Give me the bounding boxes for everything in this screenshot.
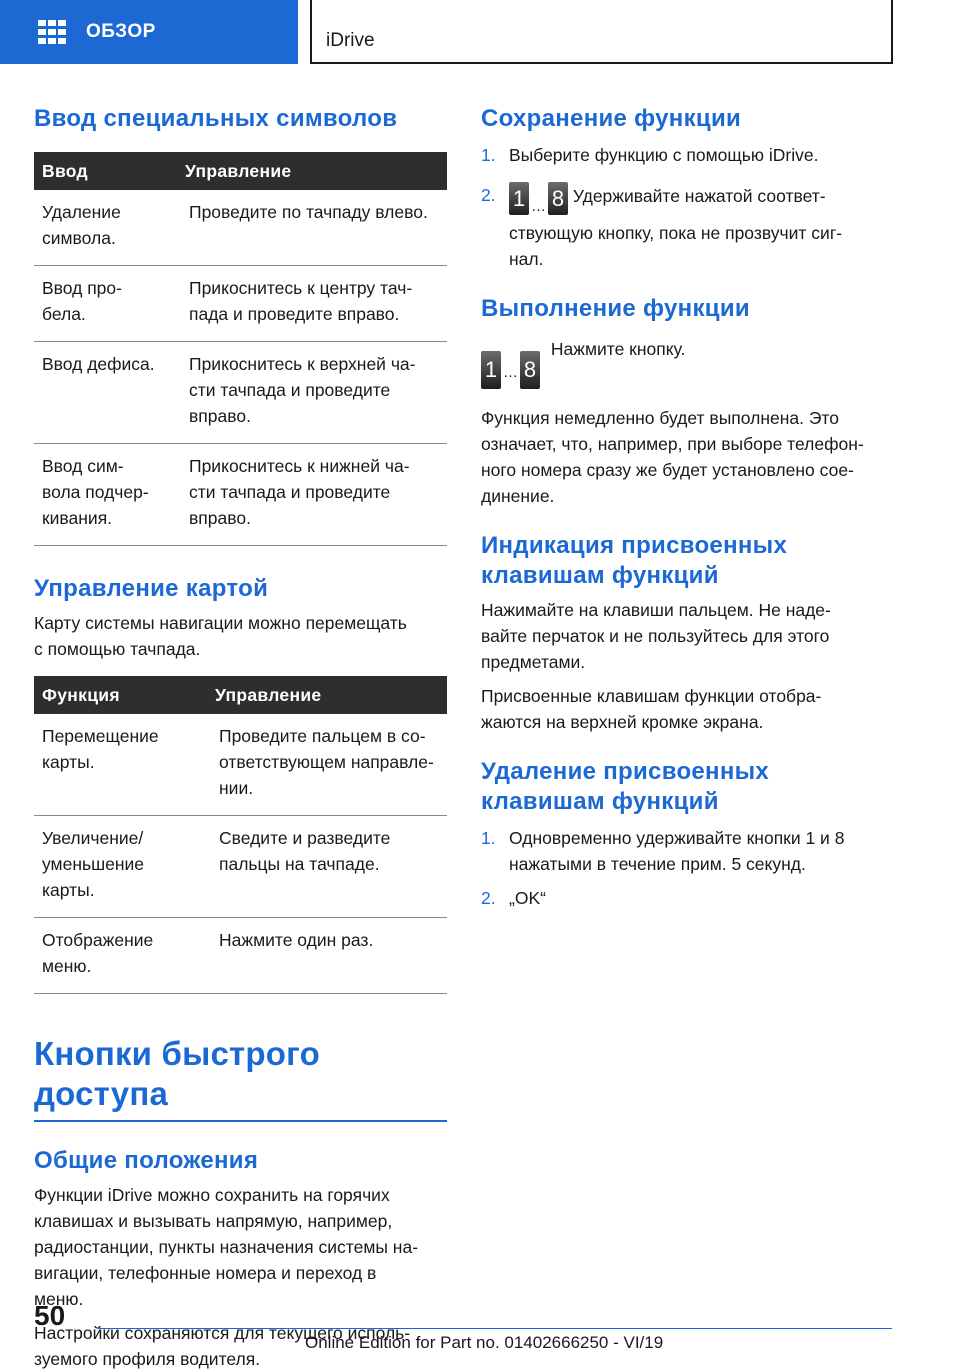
column-header: Ввод bbox=[34, 152, 177, 190]
section-divider bbox=[34, 1120, 447, 1122]
step-number: 2. bbox=[481, 185, 496, 205]
table-cell: Отображение меню. bbox=[34, 918, 207, 994]
footer-divider bbox=[98, 1328, 892, 1329]
table-row bbox=[34, 816, 447, 918]
general-paragraph-2: Настройки сохраняются для текущего исполь- зуемого профиля водителя. bbox=[34, 1323, 411, 1369]
table-row bbox=[34, 918, 447, 994]
step-text: „OK“ bbox=[509, 888, 546, 908]
table-header-row bbox=[34, 676, 447, 714]
key-1-icon: 1 bbox=[481, 351, 501, 389]
list-item bbox=[481, 182, 893, 272]
map-control-intro: Карту системы навигации можно перемещать с помощью тачпада. bbox=[34, 613, 407, 659]
table-cell: Ввод дефиса. bbox=[34, 342, 177, 444]
special-chars-heading: Ввод специальных символов bbox=[34, 105, 398, 132]
general-heading: Общие положения bbox=[34, 1147, 259, 1174]
table-cell: Нажмите один раз. bbox=[207, 918, 447, 994]
column-header: Управление bbox=[177, 152, 447, 190]
delete-heading: Удаление присвоенных клавишам функций bbox=[481, 758, 770, 815]
header-section-label: ОБЗОР bbox=[86, 21, 156, 42]
table-row bbox=[34, 190, 447, 266]
footer-edition: Online Edition for Part no. 01402666250 - VI/19 bbox=[305, 1333, 664, 1352]
display-paragraph-1: Нажимайте на клавиши пальцем. Не наде- вайте перчаток и не пользуйтесь для этого предметами. bbox=[481, 600, 831, 672]
execute-heading: Выполнение функции bbox=[481, 295, 750, 322]
save-heading: Сохранение функции bbox=[481, 105, 742, 132]
display-paragraph-2: Присвоенные клавишам функции отобра- жаются на верхней кромке экрана. bbox=[481, 686, 822, 732]
table-row bbox=[34, 266, 447, 342]
map-control-table bbox=[34, 676, 447, 994]
table-cell: Прикоснитесь к центру тач- пада и проведите вправо. bbox=[177, 266, 447, 342]
grid-menu-icon bbox=[38, 20, 66, 44]
step-text-cont: ствующую кнопку, пока не прозвучит сиг- нал. bbox=[509, 223, 843, 269]
header-title-box bbox=[311, 0, 893, 64]
display-heading: Индикация присвоенных клавишам функций bbox=[481, 532, 788, 589]
general-paragraph-1: Функции iDrive можно сохранить на горячих клавишах и вызывать напрямую, например, радиостанции, пункты назначения системы на- вигации, телефонные номера и переход в меню. bbox=[34, 1185, 419, 1309]
list-item bbox=[481, 825, 893, 877]
table-row bbox=[34, 342, 447, 444]
column-header: Функция bbox=[34, 676, 207, 714]
table-row bbox=[34, 714, 447, 816]
left-column bbox=[34, 104, 447, 1372]
step-number: 1. bbox=[481, 145, 496, 165]
execute-text: Нажмите кнопку. bbox=[550, 339, 686, 359]
table-cell: Увеличение/ уменьшение карты. bbox=[34, 816, 207, 918]
step-text: Удерживайте нажатой соответ- bbox=[568, 186, 826, 206]
step-text: Одновременно удерживайте кнопки 1 и 8 нажатыми в течение прим. 5 секунд. bbox=[509, 828, 845, 874]
key-1-icon: 1 bbox=[509, 182, 529, 215]
table-cell: Ввод про- бела. bbox=[34, 266, 177, 342]
execute-paragraph: Функция немедленно будет выполнена. Это означает, что, например, при выборе телефон- ного номера сразу же будет установлено сое- динение. bbox=[481, 408, 864, 506]
key-8-icon: 8 bbox=[520, 351, 540, 389]
special-chars-table bbox=[34, 152, 447, 546]
table-header-row bbox=[34, 152, 447, 190]
table-cell: Проведите пальцем в со- ответствующем направле- нии. bbox=[207, 714, 447, 816]
header-title: iDrive bbox=[326, 30, 375, 51]
column-header: Управление bbox=[207, 676, 447, 714]
ellipsis: … bbox=[503, 364, 518, 381]
table-cell: Прикоснитесь к нижней ча- сти тачпада и проведите вправо. bbox=[177, 444, 447, 546]
list-item bbox=[481, 142, 893, 168]
step-number: 1. bbox=[481, 828, 496, 848]
ellipsis: … bbox=[531, 198, 546, 215]
list-item bbox=[481, 885, 893, 911]
table-cell: Сведите и разведите пальцы на тачпаде. bbox=[207, 816, 447, 918]
table-cell: Перемещение карты. bbox=[34, 714, 207, 816]
page-number: 50 bbox=[34, 1300, 66, 1331]
right-column bbox=[481, 104, 893, 911]
table-cell: Ввод сим- вола подчер- кивания. bbox=[34, 444, 177, 546]
step-text: Выберите функцию с помощью iDrive. bbox=[509, 145, 819, 165]
quick-access-title: Кнопки быстрого доступа bbox=[34, 1035, 320, 1112]
map-control-heading: Управление картой bbox=[34, 575, 269, 602]
table-row bbox=[34, 444, 447, 546]
table-cell: Удаление символа. bbox=[34, 190, 177, 266]
table-cell: Прикоснитесь к верхней ча- сти тачпада и проведите вправо. bbox=[177, 342, 447, 444]
header-section-tab[interactable] bbox=[0, 0, 298, 64]
step-number: 2. bbox=[481, 888, 496, 908]
key-8-icon: 8 bbox=[548, 182, 568, 215]
execute-keys-row bbox=[481, 336, 893, 389]
table-cell: Проведите по тачпаду влево. bbox=[177, 190, 447, 266]
